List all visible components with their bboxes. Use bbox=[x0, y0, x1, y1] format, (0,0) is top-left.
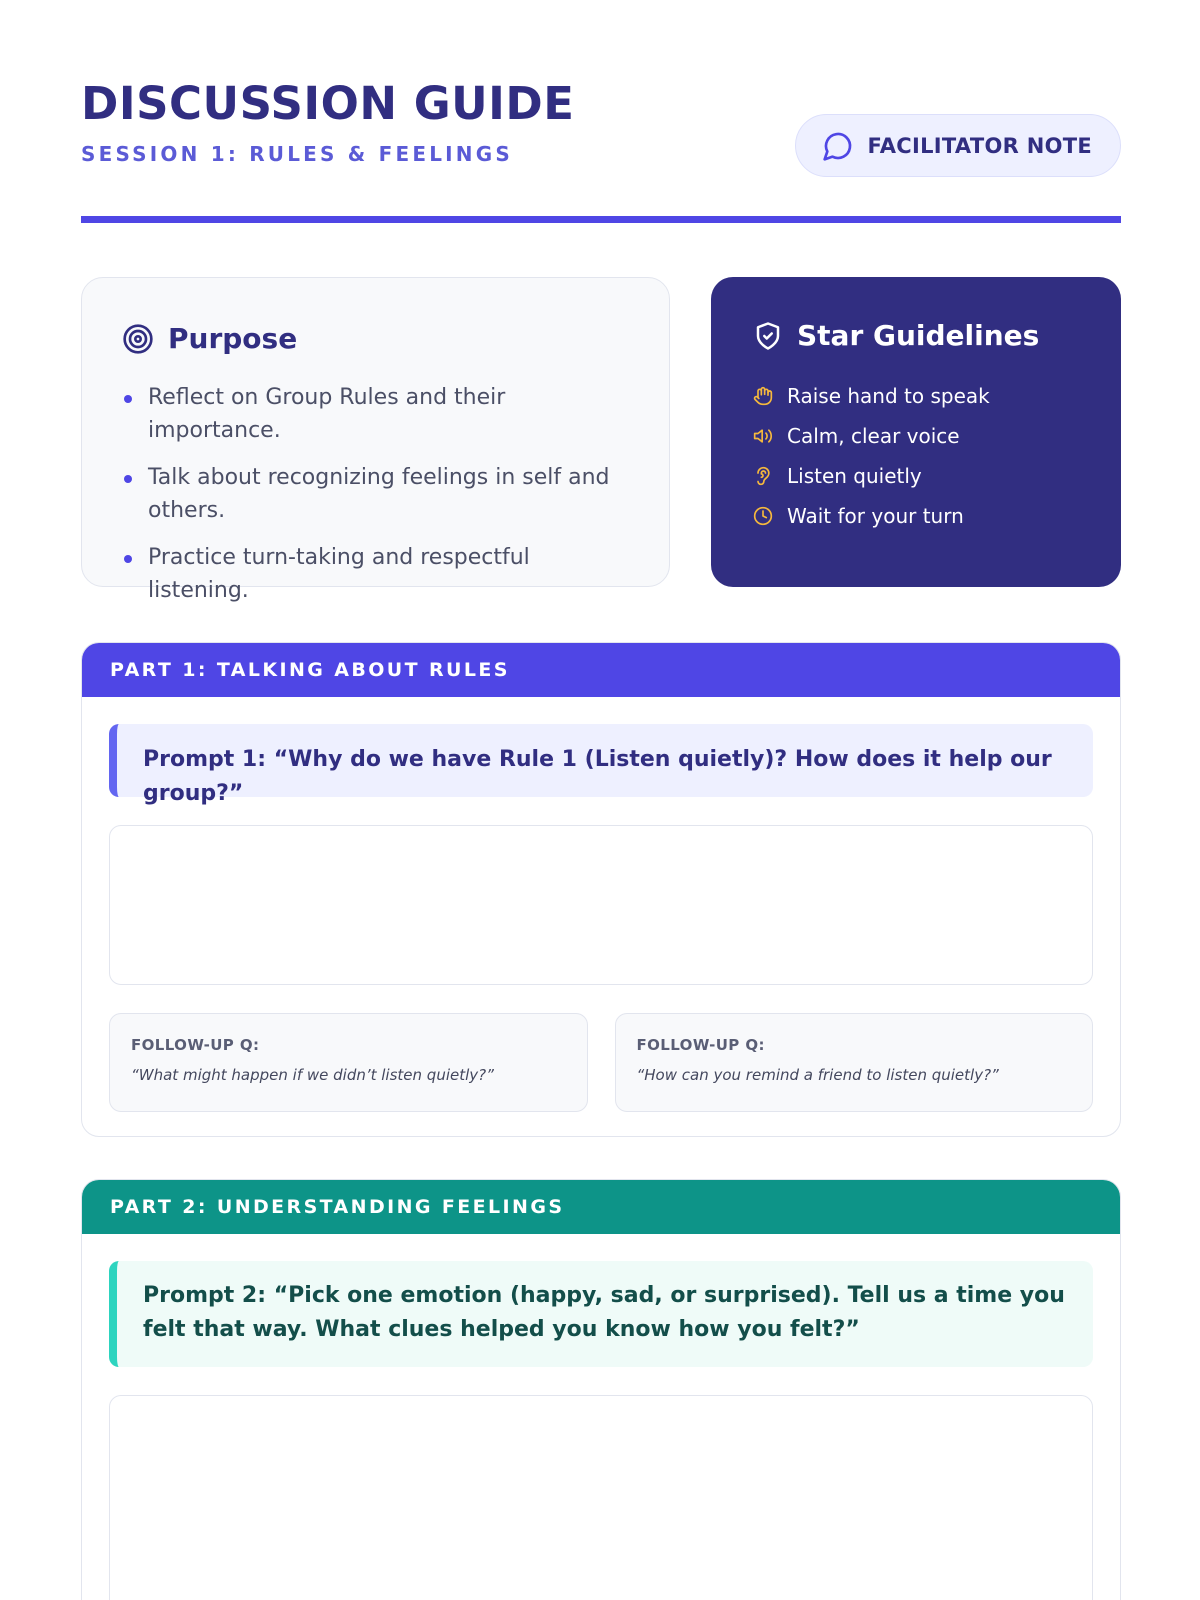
part1-answer-box[interactable] bbox=[109, 825, 1093, 985]
facilitator-note-button[interactable] bbox=[795, 114, 1121, 177]
guidelines-title-row bbox=[753, 319, 1081, 352]
guideline-label: Listen quietly bbox=[787, 464, 922, 488]
guidelines-title: Star Guidelines bbox=[797, 319, 1040, 352]
clock-icon bbox=[753, 506, 773, 526]
guideline-label: Calm, clear voice bbox=[787, 424, 960, 448]
purpose-list bbox=[122, 381, 631, 607]
guideline-item bbox=[753, 496, 1081, 536]
followup-card bbox=[109, 1013, 588, 1112]
guideline-item bbox=[753, 376, 1081, 416]
purpose-title: Purpose bbox=[168, 322, 298, 355]
followup-card bbox=[615, 1013, 1094, 1112]
target-icon bbox=[122, 323, 154, 355]
guideline-item bbox=[753, 456, 1081, 496]
page-subtitle: SESSION 1: RULES & FEELINGS bbox=[81, 142, 513, 166]
purpose-item: Practice turn-taking and respectful listening. bbox=[122, 541, 631, 607]
followup-question: “What might happen if we didn’t listen quietly?” bbox=[131, 1066, 494, 1084]
guideline-label: Wait for your turn bbox=[787, 504, 964, 528]
purpose-card bbox=[81, 277, 670, 603]
chat-bubble-icon bbox=[822, 130, 854, 162]
part1-prompt: Prompt 1: “Why do we have Rule 1 (Listen quietly)? How does it help our group?” bbox=[109, 724, 1093, 797]
part2-answer-box[interactable] bbox=[109, 1395, 1093, 1600]
part1-followups bbox=[109, 1013, 1093, 1112]
purpose-title-row bbox=[122, 322, 631, 355]
shield-check-icon bbox=[753, 321, 783, 351]
purpose-item: Reflect on Group Rules and their importance. bbox=[122, 381, 631, 447]
part1-heading: PART 1: TALKING ABOUT RULES bbox=[82, 643, 1120, 697]
header-divider bbox=[81, 216, 1121, 223]
guideline-label: Raise hand to speak bbox=[787, 384, 990, 408]
followup-label: FOLLOW-UP Q: bbox=[636, 1036, 765, 1054]
volume-icon bbox=[753, 426, 773, 446]
purpose-item: Talk about recognizing feelings in self and others. bbox=[122, 461, 631, 527]
guidelines-list bbox=[753, 376, 1081, 536]
star-guidelines-card bbox=[711, 277, 1121, 587]
followup-question: “How can you remind a friend to listen quietly?” bbox=[636, 1066, 999, 1084]
ear-icon bbox=[753, 466, 773, 486]
part1-section bbox=[81, 642, 1121, 1137]
part2-section bbox=[81, 1179, 1121, 1600]
page-header bbox=[81, 78, 1121, 198]
guideline-item bbox=[753, 416, 1081, 456]
page-title: DISCUSSION GUIDE bbox=[81, 77, 575, 130]
part2-heading: PART 2: UNDERSTANDING FEELINGS bbox=[82, 1180, 1120, 1234]
part2-prompt: Prompt 2: “Pick one emotion (happy, sad, or surprised). Tell us a time you felt that way. What clues helped you know how you felt?” bbox=[109, 1261, 1093, 1367]
followup-label: FOLLOW-UP Q: bbox=[131, 1036, 260, 1054]
hand-icon bbox=[753, 386, 773, 406]
facilitator-note-label: FACILITATOR NOTE bbox=[867, 133, 1092, 158]
